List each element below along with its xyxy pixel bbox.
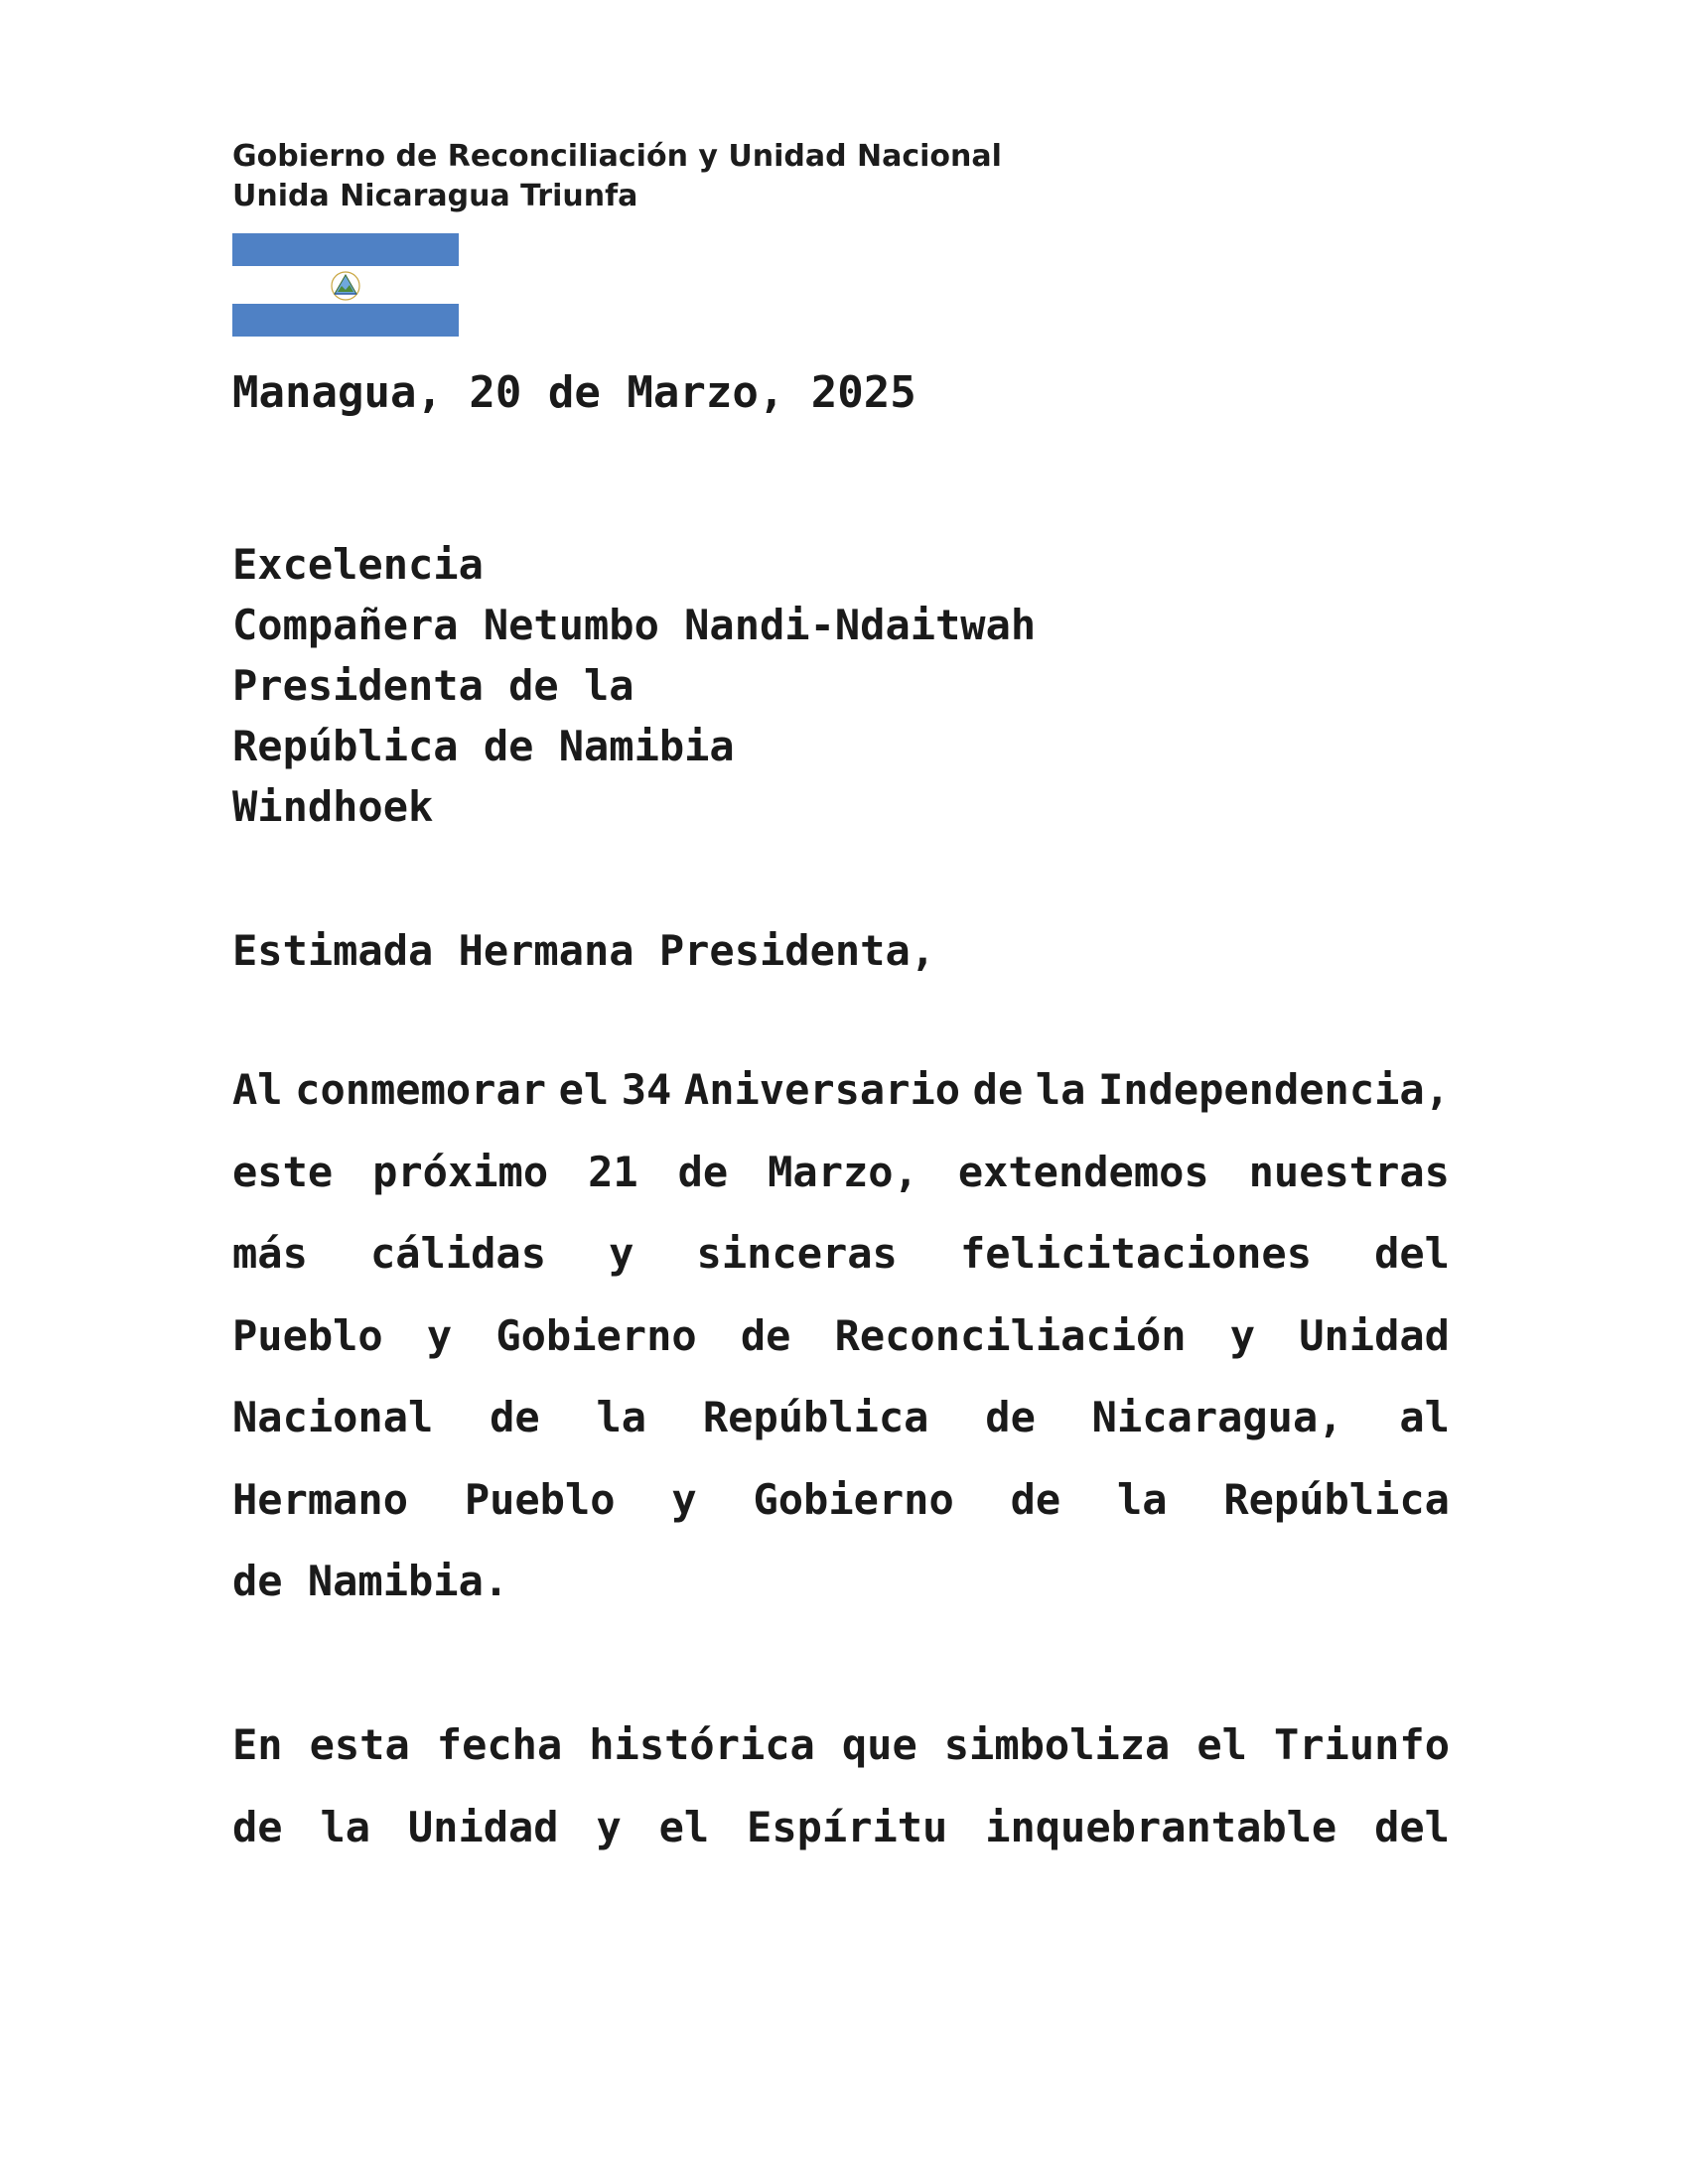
paragraph-line: de la Unidad y el Espíritu inquebrantable del [232,1802,1450,1851]
nicaragua-flag-icon [232,233,459,337]
paragraph-line: más cálidas y sinceras felicitaciones del [232,1229,1450,1278]
addressee-block [232,534,1036,837]
coat-of-arms-icon [326,270,365,302]
salutation: Estimada Hermana Presidenta, [232,926,936,975]
addressee-line: Excelencia [232,540,484,589]
paragraph-line: En esta fecha histórica que simboliza el Triunfo [232,1720,1450,1769]
paragraph-line: de Namibia. [232,1557,509,1605]
paragraph-line: este próximo 21 de Marzo, extendemos nuestras [232,1147,1450,1196]
letter-date: Managua, 20 de Marzo, 2025 [232,367,916,418]
letterhead-slogan: Unida Nicaragua Triunfa [232,179,638,213]
paragraph-line: Nacional de la República de Nicaragua, al [232,1393,1450,1441]
addressee-line: Windhoek [232,782,434,831]
body-paragraph-1 [232,1049,1450,1623]
addressee-line: Compañera Netumbo Nandi-Ndaitwah [232,601,1037,649]
addressee-line: República de Namibia [232,722,735,770]
flag-top-stripe [232,233,459,266]
flag-bottom-stripe [232,304,459,337]
letterhead-government-name: Gobierno de Reconciliación y Unidad Nacional [232,139,1002,174]
paragraph-line: Pueblo y Gobierno de Reconciliación y Unidad [232,1310,1450,1360]
paragraph-line: Hermano Pueblo y Gobierno de la República [232,1474,1450,1524]
letterhead [232,137,1002,216]
paragraph-line: Al conmemorar el 34 Aniversario de la Independencia, [232,1065,1450,1114]
body-paragraph-2 [232,1705,1450,1868]
addressee-line: Presidenta de la [232,661,634,710]
